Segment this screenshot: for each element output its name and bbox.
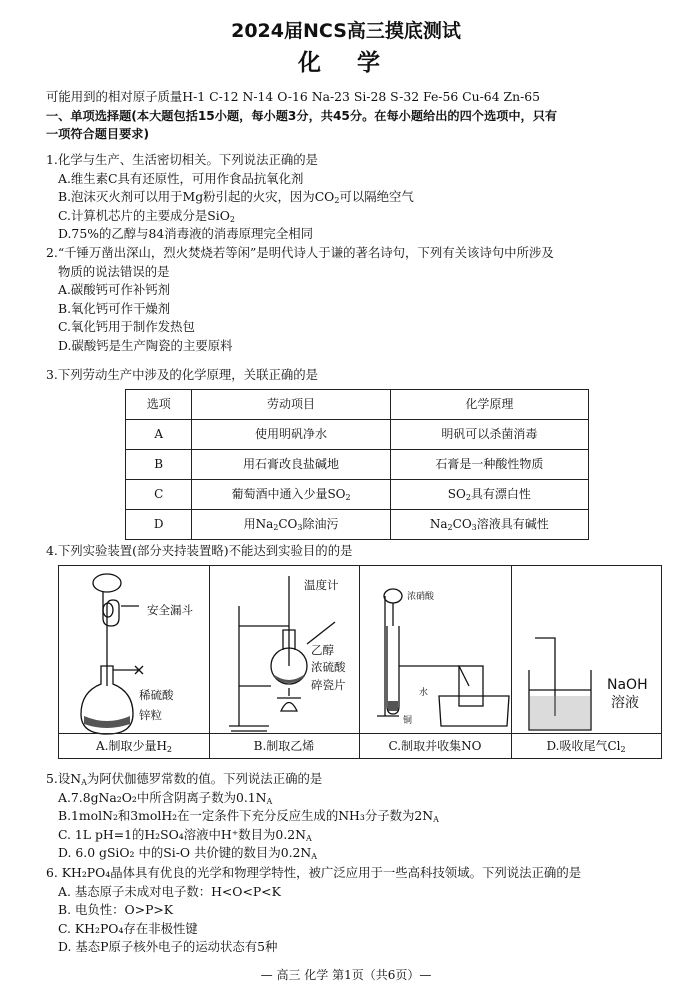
option-2b: B.氧化钙可作干燥剂 — [58, 300, 171, 316]
question-1-stem: 1.化学与生产、生活密切相关。下列说法正确的是 — [46, 152, 319, 167]
question-3-stem: 3.下列劳动生产中涉及的化学原理，关联正确的是 — [46, 367, 319, 382]
label-conc-nitric-acid: 浓硝酸 — [407, 592, 435, 602]
table-cell: 用$Na_2CO_3$除油污 — [192, 510, 390, 540]
question-2-stem-line1: 2.“千锤万凿出深山，烈火焚烧若等闲”是明代诗人于谦的著名诗句，下列有关该诗句中所涉及 — [46, 245, 554, 260]
label-water: 水 — [419, 688, 429, 698]
option-2d: D.碳酸钙是生产陶瓷的主要原料 — [58, 337, 233, 353]
option-1d: D.75%的乙醇与84消毒液的消毒原理完全相同 — [58, 226, 313, 242]
option-1a: A.维生素C具有还原性，可用作食品抗氧化剂 — [58, 170, 304, 186]
table-header: 化学原理 — [390, 390, 588, 420]
option-6b: B. 电负性：O>P>K — [58, 902, 174, 918]
option-2c: C.氧化钙用于制作发热包 — [58, 319, 195, 335]
label-solution: 溶液 — [611, 695, 639, 711]
table-row — [126, 420, 589, 450]
apparatus-d — [511, 566, 661, 758]
caption-b: B.制取乙烯 — [209, 733, 359, 756]
table-row — [126, 510, 589, 540]
question-3 — [46, 366, 676, 385]
label-boiling-chips: 碎瓷片 — [311, 678, 346, 692]
intro-block — [46, 88, 676, 144]
table-row — [126, 450, 589, 480]
table-cell: A — [126, 420, 192, 450]
label-thermometer: 温度计 — [304, 578, 339, 592]
atomic-masses: 可能用到的相对原子质量H-1 C-12 N-14 O-16 Na-23 Si-28 S-32 Fe-56 Cu-64 Zn-65 — [46, 89, 541, 104]
question-6-stem: 6. KH₂PO₄晶体具有优良的光学和物理学特性，被广泛应用于一些高科技领域。下列说法正确的是 — [46, 865, 582, 880]
question-3-table — [125, 389, 589, 540]
option-5b: B.1molN₂和3molH₂在一定条件下充分反应生成的NH₃分子数为$2N_A$ — [58, 808, 439, 825]
table-cell: 葡萄酒中通入少量$SO_2$ — [192, 480, 390, 510]
table-cell: $Na_2CO_3$溶液具有碱性 — [390, 510, 588, 540]
question-5-stem: 5.设$N_A$为阿伏伽德罗常数的值。下列说法正确的是 — [46, 771, 323, 787]
apparatus-a-drawing — [59, 566, 209, 736]
option-5c: C. 1L pH=1的H₂SO₄溶液中H⁺数目为$0.2N_A$ — [58, 826, 312, 843]
label-ethanol: 乙醇 — [311, 643, 334, 657]
table-cell: D — [126, 510, 192, 540]
table-header-row — [126, 390, 589, 420]
table-cell: C — [126, 480, 192, 510]
option-6c: C. KH₂PO₄存在非极性键 — [58, 920, 198, 936]
label-conc-sulfuric-acid: 浓硫酸 — [311, 660, 346, 674]
label-copper: 铜 — [403, 716, 413, 726]
caption-c: C.制取并收集NO — [359, 733, 511, 756]
option-6d: D. 基态P原子核外电子的运动状态有5种 — [58, 939, 278, 955]
table-cell: $SO_2$具有漂白性 — [390, 480, 588, 510]
table-cell: 明矾可以杀菌消毒 — [390, 420, 588, 450]
caption-a: A.制取少量$H_2$ — [59, 733, 209, 756]
subject-title: 化 学 — [297, 49, 394, 76]
label-naoh: NaOH — [607, 677, 648, 693]
table-cell: 使用明矾净水 — [192, 420, 390, 450]
table-cell: B — [126, 450, 192, 480]
apparatus-c-drawing — [359, 566, 511, 736]
option-2a: A.碳酸钙可作补钙剂 — [58, 282, 171, 298]
apparatus-a — [59, 566, 210, 758]
question-4 — [46, 542, 676, 561]
apparatus-c — [359, 566, 512, 758]
page-footer: — 高三 化学 第1页（共6页）— — [260, 968, 432, 982]
option-6a: A. 基态原子未成对电子数：H<O<P<K — [58, 883, 281, 899]
option-1b: B.泡沫灭火剂可以用于Mg粉引起的火灾，因为$CO_2$可以隔绝空气 — [58, 189, 414, 206]
question-4-stem: 4.下列实验装置(部分夹持装置略)不能达到实验目的的是 — [46, 543, 353, 558]
question-1 — [46, 151, 676, 244]
option-1c: C.计算机芯片的主要成分是SiO$_2$ — [58, 207, 235, 224]
label-zinc: 锌粒 — [139, 708, 162, 722]
table-row — [126, 480, 589, 510]
table-header: 劳动项目 — [192, 390, 390, 420]
label-dilute-sulfuric-acid: 稀硫酸 — [139, 688, 174, 702]
table-cell: 石膏是一种酸性物质 — [390, 450, 588, 480]
option-5a: A.7.8gNa₂O₂中所含阴离子数为$0.1N_A$ — [58, 789, 273, 806]
question-5 — [46, 770, 676, 863]
question-2-stem-line2: 物质的说法错误的是 — [58, 263, 170, 279]
exam-title: 2024届NCS高三摸底测试 — [231, 20, 461, 42]
caption-d: D.吸收尾气$Cl_2$ — [511, 733, 661, 756]
section-heading-line1: 一、单项选择题(本大题包括15小题，每小题3分，共45分。在每小题给出的四个选项中，只有 — [46, 108, 558, 123]
question-2 — [46, 244, 676, 356]
table-header: 选项 — [126, 390, 192, 420]
option-5d: D. 6.0 gSiO₂ 中的Si-O 共价键的数目为$0.2N_A$ — [58, 845, 318, 862]
apparatus-b — [209, 566, 360, 758]
section-heading-line2: 一项符合题目要求) — [46, 127, 150, 142]
question-6 — [46, 864, 676, 957]
apparatus-panel — [58, 565, 662, 759]
label-safety-funnel: 安全漏斗 — [147, 603, 193, 617]
table-cell: 用石膏改良盐碱地 — [192, 450, 390, 480]
